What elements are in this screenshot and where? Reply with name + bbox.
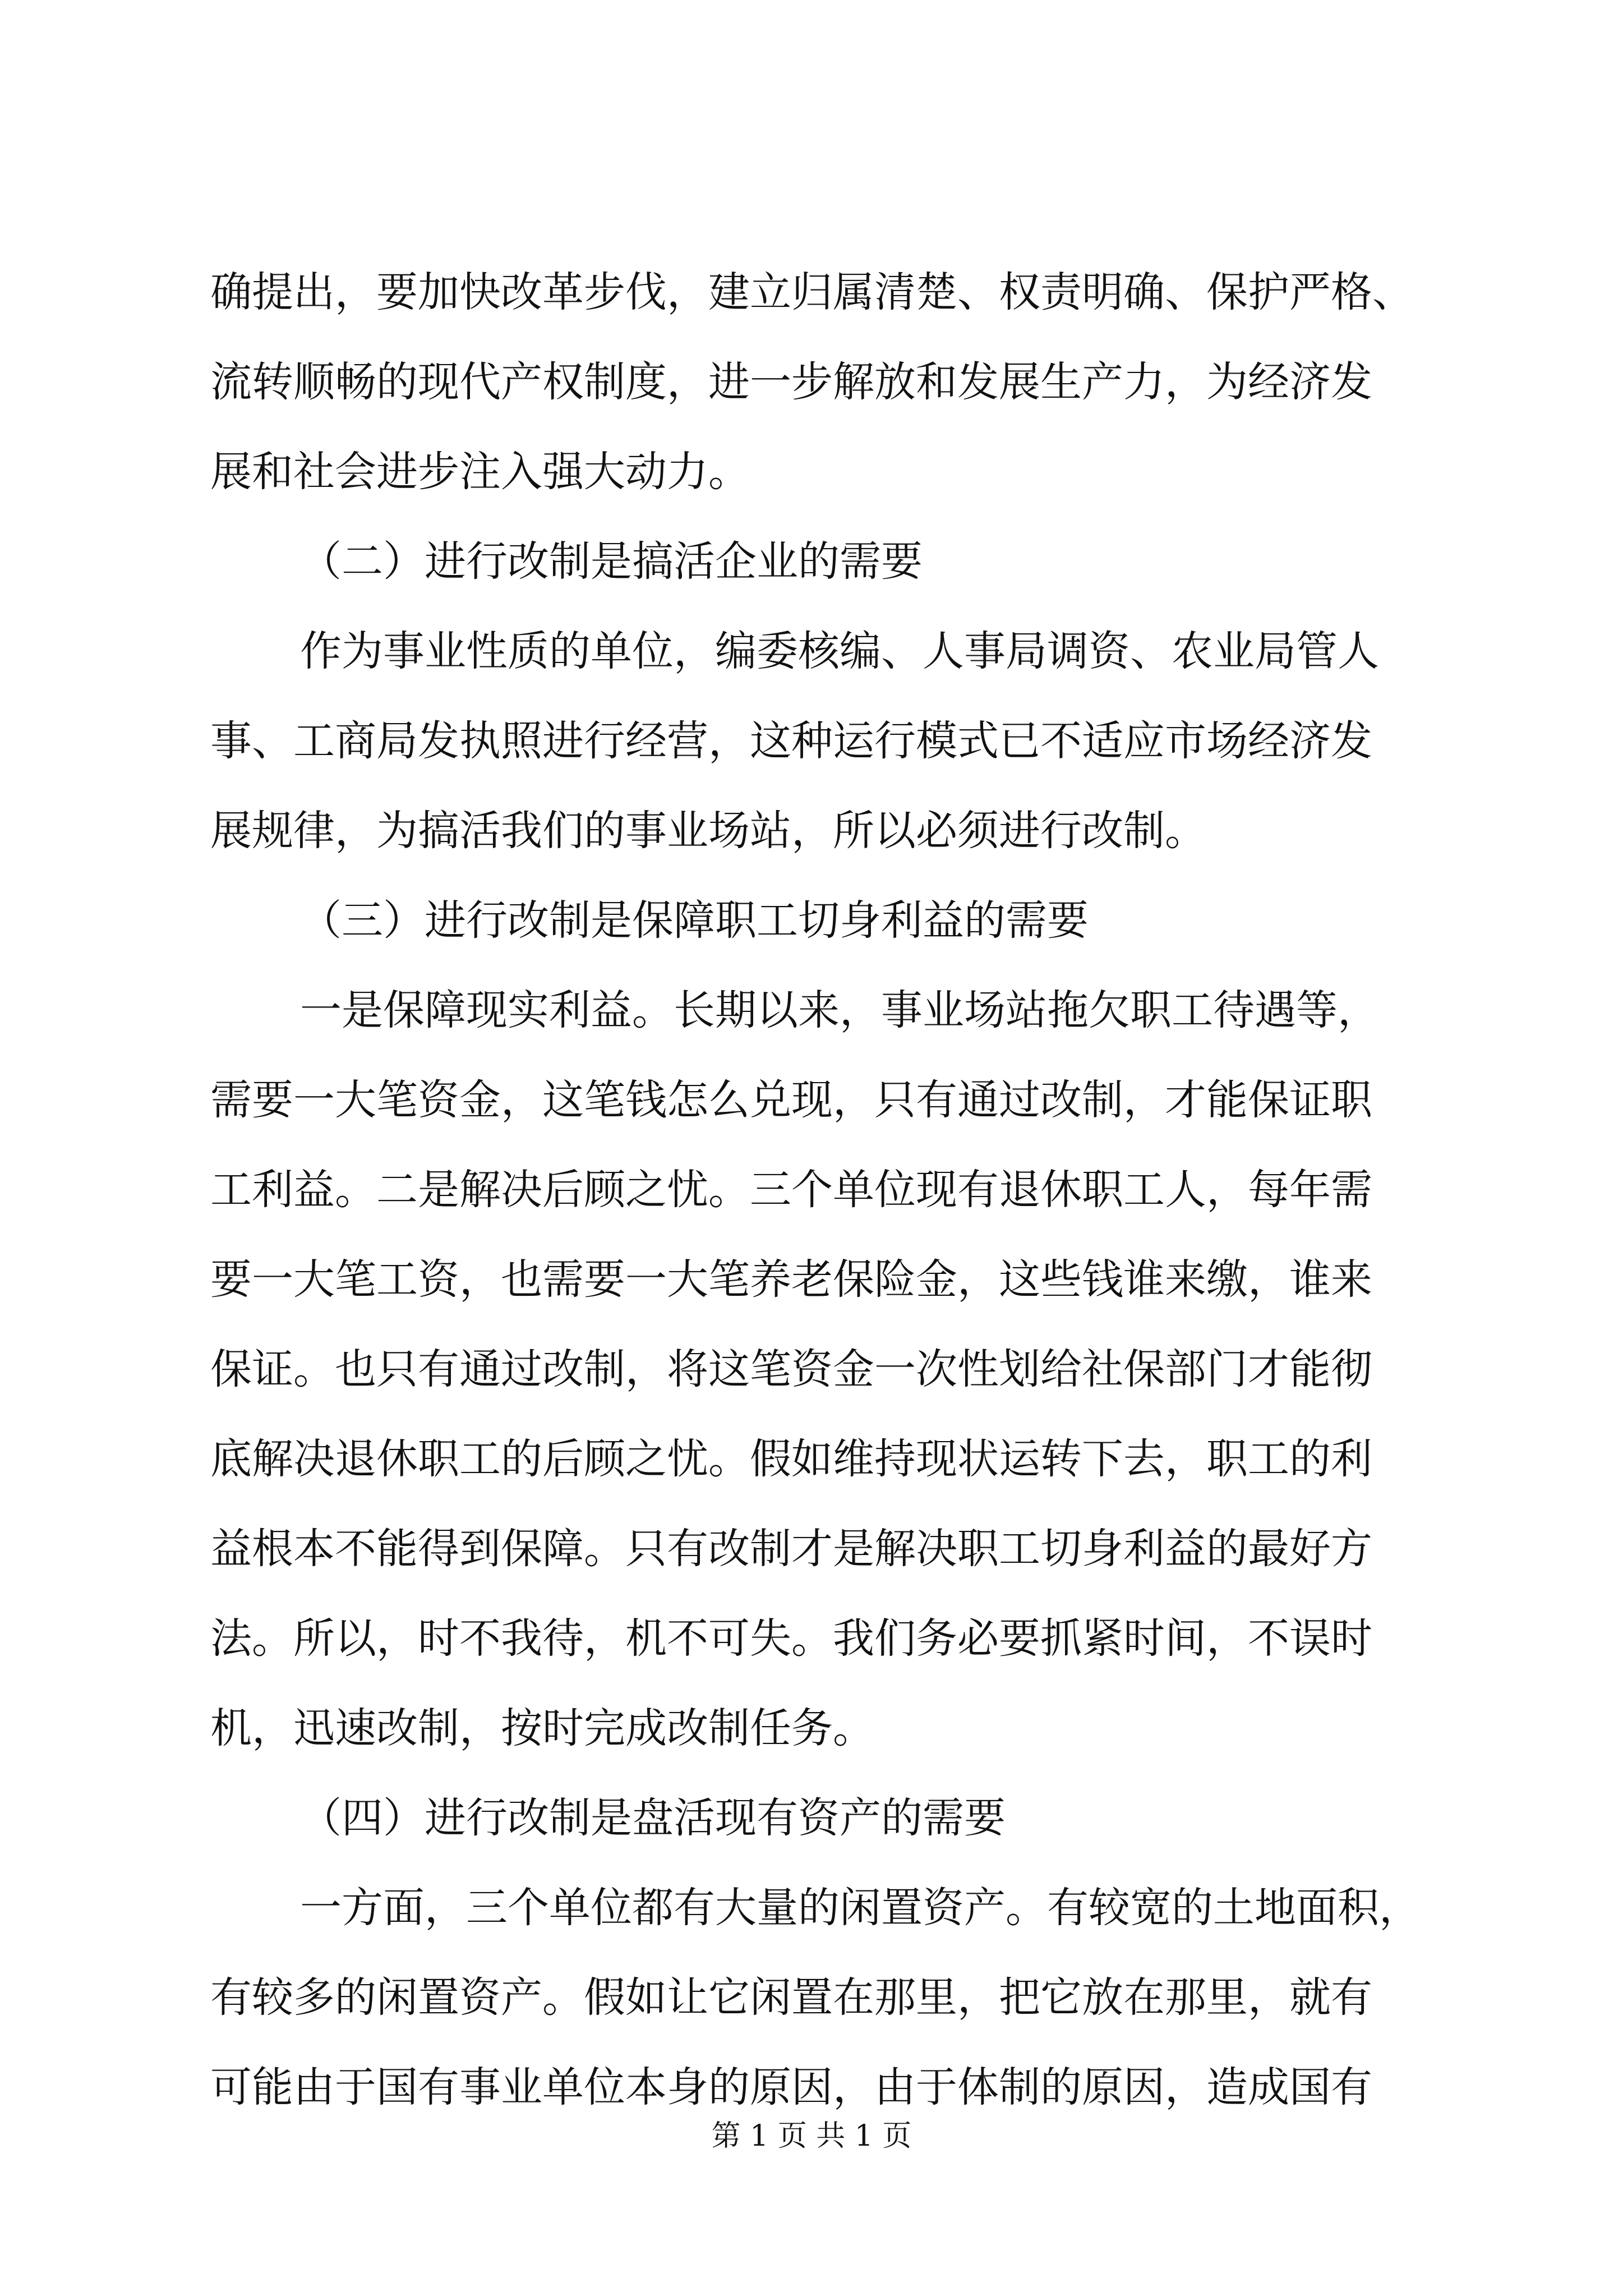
section-heading: （四）进行改制是盘活现有资产的需要 [300,1794,1006,1842]
body-line: 机，迅速改制，按时完成改制任务。 [210,1704,874,1752]
body-line: 保证。也只有通过改制，将这笔资金一次性划给社保部门才能彻 [210,1345,1372,1393]
page-number-footer: 第 1 页 共 1 页 [711,2119,912,2153]
body-line: 一方面，三个单位都有大量的闲置资产。有较宽的土地面积， [300,1884,1421,1932]
body-line: 确提出，要加快改革步伐，建立归属清楚、权责明确、保护严格、 [210,268,1414,316]
body-line: 作为事业性质的单位，编委核编、人事局调资、农业局管人 [300,627,1379,675]
body-line: 一是保障现实利益。长期以来，事业场站拖欠职工待遇等， [300,986,1379,1034]
body-line: 展规律，为搞活我们的事业场站，所以必须进行改制。 [210,807,1206,855]
body-line: 益根本不能得到保障。只有改制才是解决职工切身利益的最好方 [210,1525,1372,1573]
body-line: 底解决退休职工的后顾之忧。假如维持现状运转下去，职工的利 [210,1435,1372,1483]
body-line: 可能由于国有事业单位本身的原因，由于体制的原因，造成国有 [210,2063,1372,2111]
body-line: 需要一大笔资金，这笔钱怎么兑现，只有通过改制，才能保证职 [210,1076,1372,1124]
body-line: 有较多的闲置资产。假如让它闲置在那里，把它放在那里，就有 [210,1973,1372,2022]
body-line: 展和社会进步注入强大动力。 [210,448,750,496]
section-heading: （三）进行改制是保障职工切身利益的需要 [300,896,1089,945]
section-heading: （二）进行改制是搞活企业的需要 [300,537,923,586]
body-line: 事、工商局发执照进行经营，这种运行模式已不适应市场经济发 [210,717,1372,765]
body-line: 流转顺畅的现代产权制度，进一步解放和发展生产力，为经济发 [210,358,1372,406]
body-line: 法。所以，时不我待，机不可失。我们务必要抓紧时间，不误时 [210,1614,1372,1663]
body-line: 要一大笔工资，也需要一大笔养老保险金，这些钱谁来缴，谁来 [210,1255,1372,1304]
body-line: 工利益。二是解决后顾之忧。三个单位现有退休职工人，每年需 [210,1166,1372,1214]
